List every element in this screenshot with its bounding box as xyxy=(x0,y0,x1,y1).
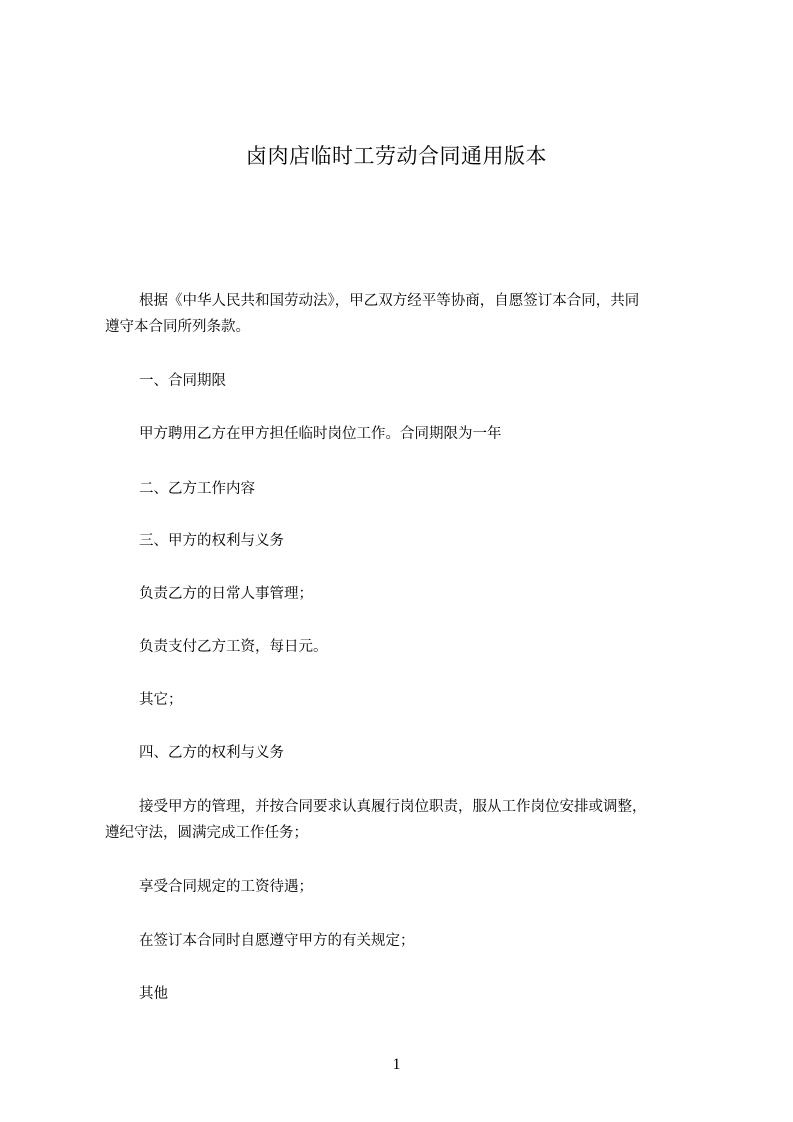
section-1-text: 甲方聘用乙方在甲方担任临时岗位工作。合同期限为一年 xyxy=(139,426,502,442)
section-3-item-3: 其它； xyxy=(139,692,183,708)
intro-paragraph xyxy=(105,288,693,340)
section-3-item-2: 负责支付乙方工资，每日元。 xyxy=(139,639,328,655)
page-number: 1 xyxy=(392,1056,401,1073)
section-3-heading: 三、甲方的权利与义务 xyxy=(139,533,284,549)
section-4-item-1 xyxy=(105,794,693,846)
intro-line-2: 遵守本合同所列条款。 xyxy=(105,319,250,335)
section-3-item-1: 负责乙方的日常人事管理； xyxy=(139,586,313,602)
section-4-heading: 四、乙方的权利与义务 xyxy=(139,745,284,761)
section-2-heading: 二、乙方工作内容 xyxy=(139,481,255,497)
section-4-item-1-line-2: 遵纪守法，圆满完成工作任务； xyxy=(105,825,308,841)
section-1-heading: 一、合同期限 xyxy=(139,373,226,389)
section-4-item-2: 享受合同规定的工资待遇； xyxy=(139,879,313,895)
section-4-item-3: 在签订本合同时自愿遵守甲方的有关规定； xyxy=(139,933,415,949)
intro-line-1: 根据《中华人民共和国劳动法》，甲乙双方经平等协商，自愿签订本合同，共同 xyxy=(139,293,640,309)
section-4-item-1-line-1: 接受甲方的管理，并按合同要求认真履行岗位职责，服从工作岗位安排或调整， xyxy=(139,799,647,815)
section-4-item-4: 其他 xyxy=(139,986,168,1002)
document-title: 卤肉店临时工劳动合同通用版本 xyxy=(246,144,547,168)
